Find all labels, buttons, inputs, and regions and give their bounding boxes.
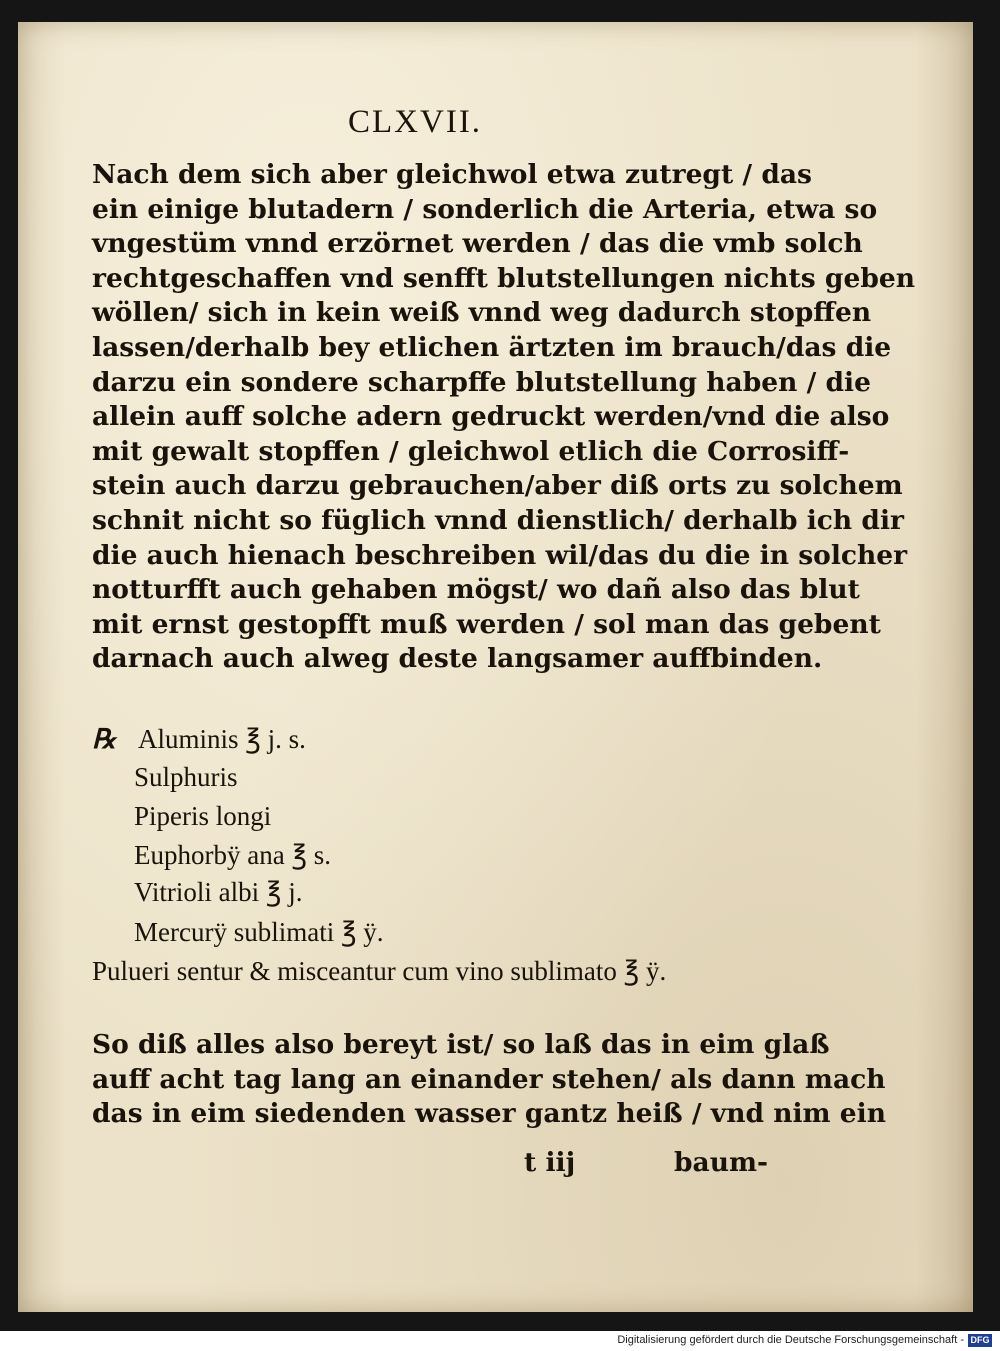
text-line: auff acht tag lang an einander stehen/ als dann mach (92, 1063, 886, 1095)
recipe-ingredient: Vitrioli albi ℥ j. (134, 877, 303, 907)
dfg-logo-icon: DFG (968, 1334, 992, 1347)
text-line: mit ernst gestopfft muß werden / sol man das gebent (92, 608, 881, 640)
text-line: So diß alles also bereyt ist/ so laß das in eim glaß (92, 1029, 830, 1060)
text-line: schnit nicht so füglich vnnd dienstlich/ derhalb ich dir (92, 504, 904, 536)
text-line: mit gewalt stopffen / gleichwol etlich die Corrosiff- (92, 435, 850, 467)
recipe-instruction: Pulueri sentur & misceantur cum vino sublimato ℥ ÿ. (92, 956, 667, 986)
text-line: allein auff solche adern gedruckt werden/vnd die also (92, 401, 890, 433)
text-line: Nach dem sich aber gleichwol etwa zutregt / das (92, 159, 812, 190)
recipe-ingredient: Sulphuris (134, 762, 238, 792)
text-line: darzu ein sondere scharpffe blutstellung haben / die (92, 366, 871, 398)
show-through-text (738, 752, 968, 1012)
signature-mark: t iij (524, 1147, 576, 1178)
recipe-symbol: ℞ (92, 724, 117, 754)
digitization-footer (0, 1331, 1000, 1351)
second-paragraph (92, 1028, 887, 1132)
recipe-ingredient: Mercurÿ sublimati ℥ ÿ. (134, 917, 384, 947)
text-line: rechtgeschaffen vnd senfft blutstellungen nichts geben (92, 262, 915, 294)
recipe-ingredient: Piperis longi (134, 801, 272, 831)
folio-number: CLXVII. (348, 104, 483, 140)
text-line: lassen/derhalb bey etlichen ärtzten im brauch/das die (92, 331, 892, 363)
text-line: vngestüm vnnd erzörnet werden / das die vmb solch (92, 228, 863, 260)
text-line: ein einige blutadern / sonderlich die Arteria, etwa so (92, 193, 878, 225)
main-paragraph (92, 158, 915, 677)
catchword: baum- (674, 1147, 769, 1178)
recipe-ingredient: Aluminis ℥ j. s. (138, 724, 306, 754)
text-line: die auch hienach beschreiben wil/das du die in solcher (92, 539, 908, 571)
text-line: notturfft auch gehaben mögst/ wo dañ also das blut (92, 574, 860, 606)
footer-credit: Digitalisierung gefördert durch die Deutsche Forschungsgemeinschaft - (617, 1334, 964, 1346)
text-line: wöllen/ sich in kein weiß vnnd weg dadurch stopffen (92, 297, 872, 329)
text-line: stein auch darzu gebrauchen/aber diß orts zu solchem (92, 470, 903, 502)
recipe-ingredient: Euphorbÿ ana ℥ s. (134, 840, 332, 870)
text-line: das in eim siedenden wasser gantz heiß / vnd nim ein (92, 1098, 887, 1130)
text-line: darnach auch alweg deste langsamer auffbinden. (92, 643, 823, 675)
